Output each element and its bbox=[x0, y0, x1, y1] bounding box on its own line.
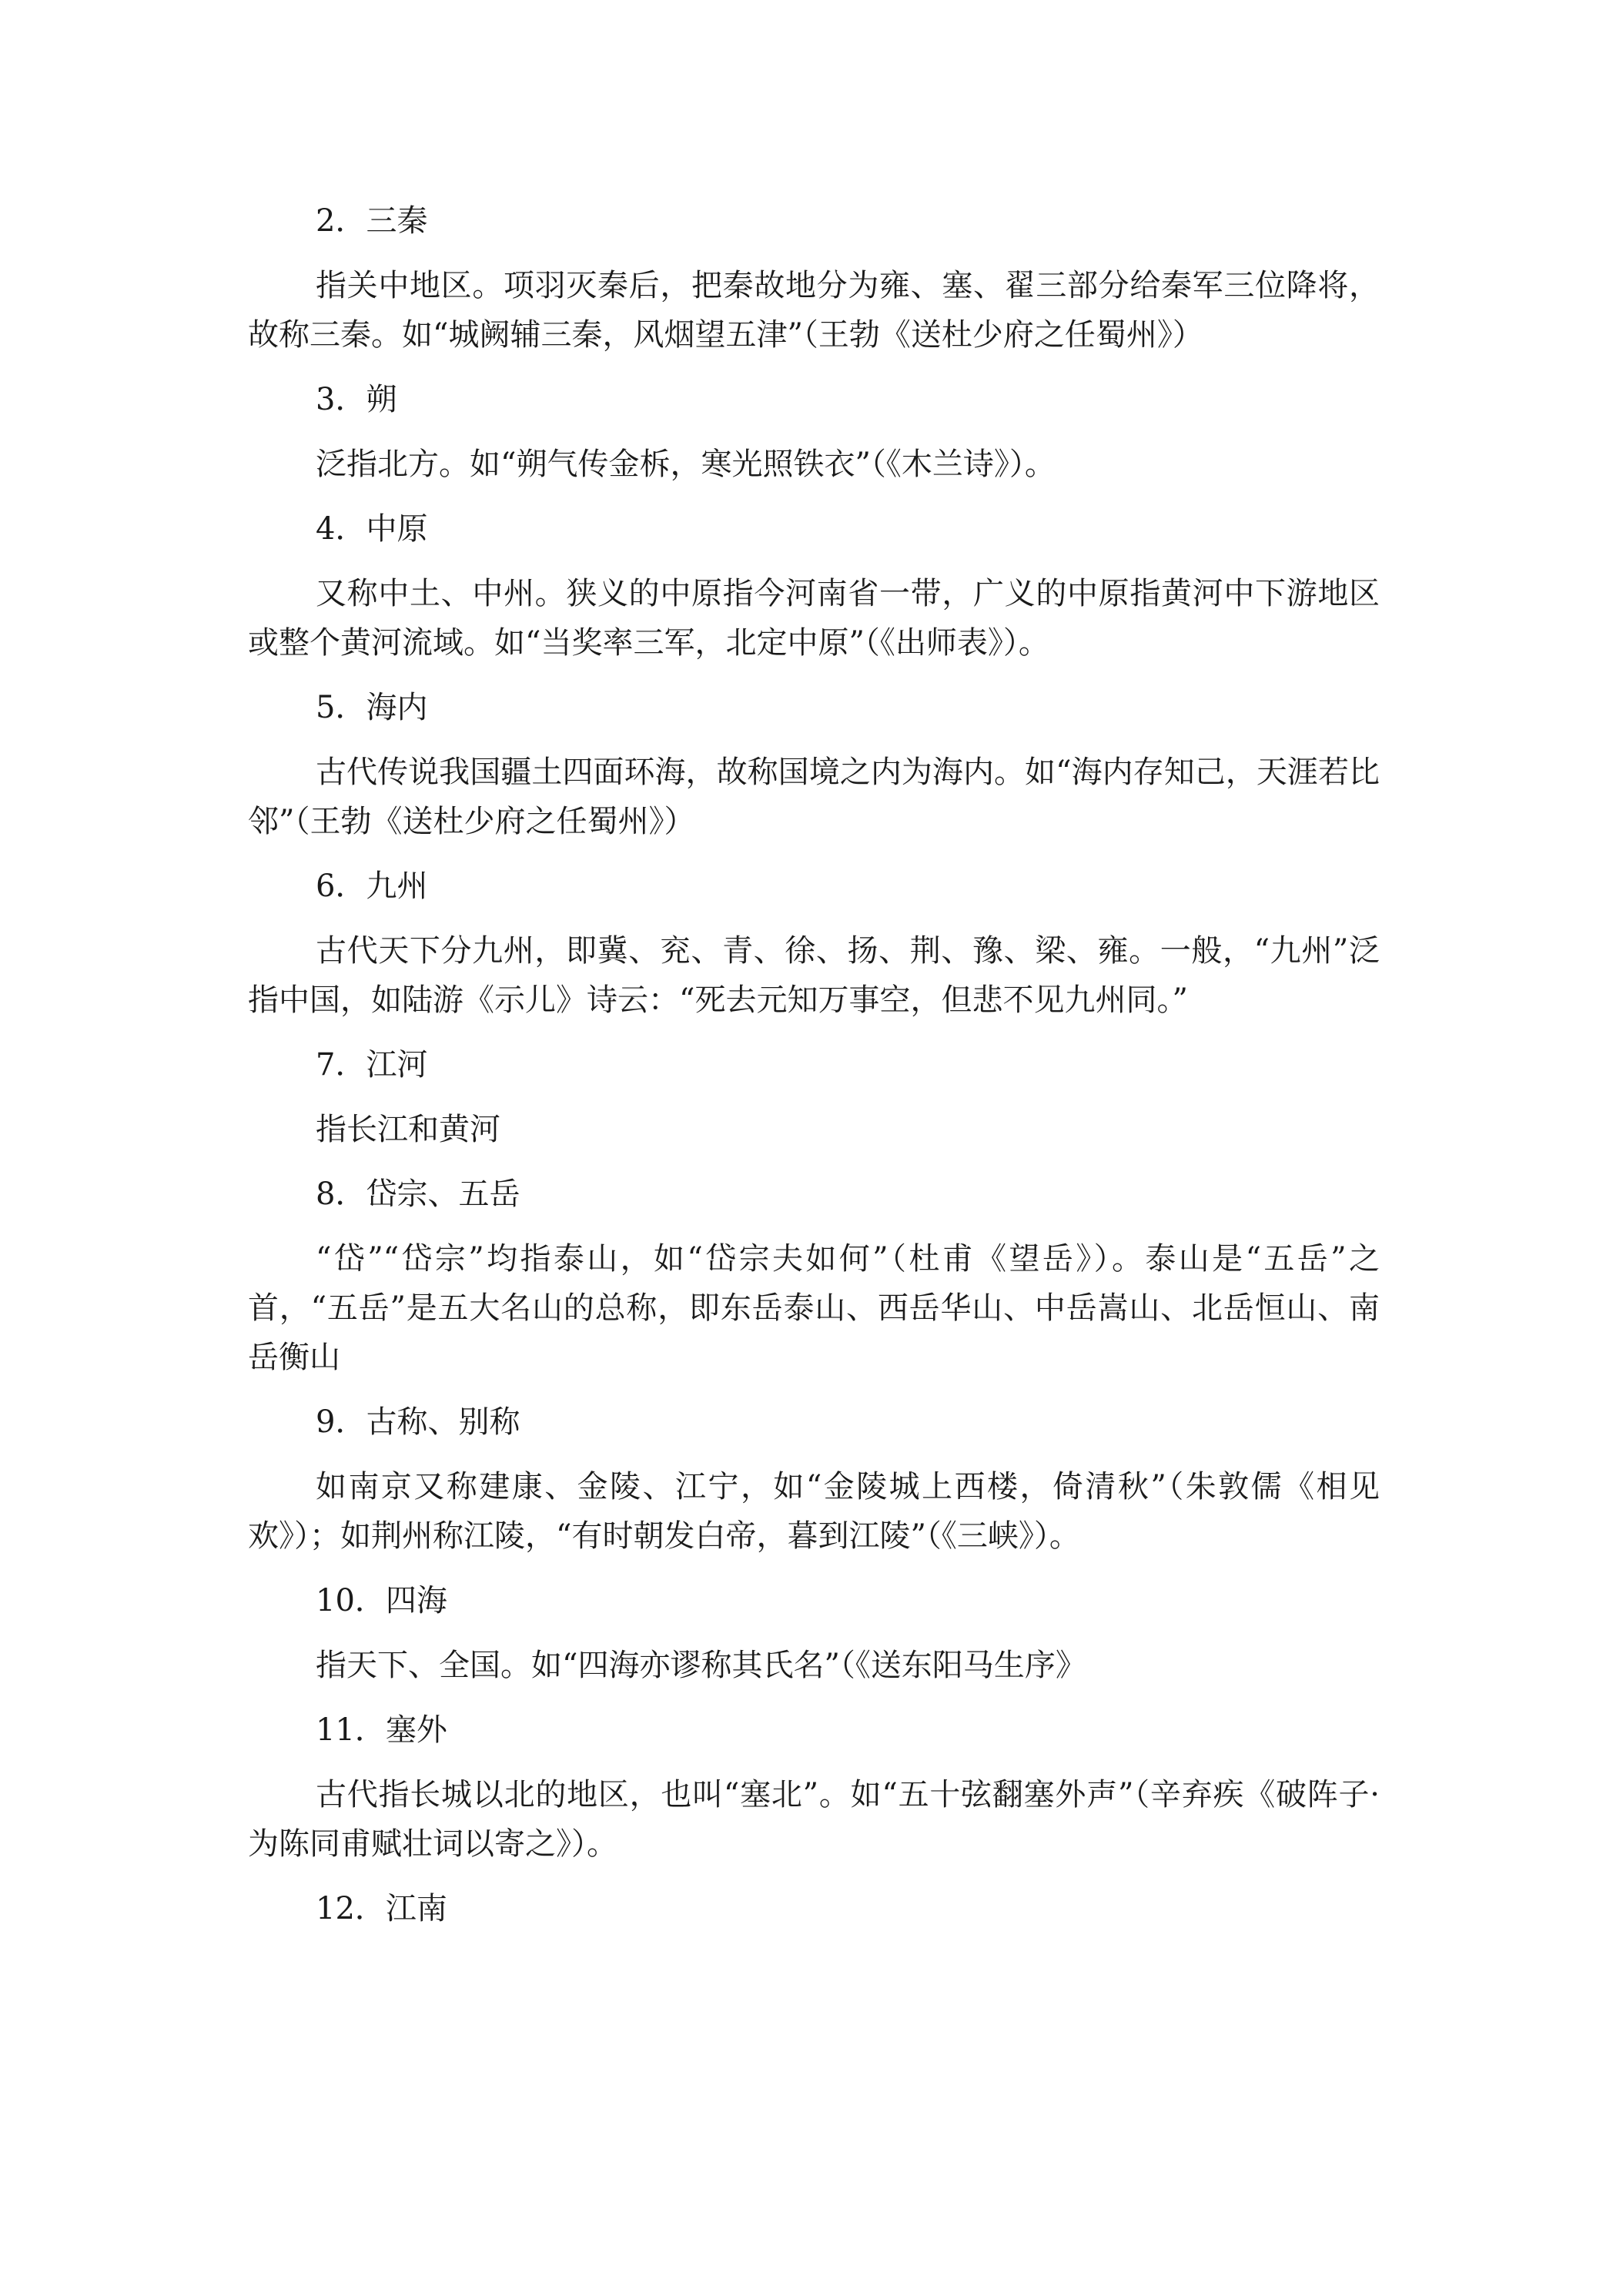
entry-text: 如南京又称建康、金陵、江宁，如“金陵城上西楼，倚清秋”（朱敦儒《相见欢》）；如荆州称江陵，“有时朝发白帝，暮到江陵”（《三峡》）。 bbox=[248, 1469, 1380, 1554]
entry-text: 古代指长城以北的地区，也叫“塞北”。如“五十弦翻塞外声”（辛弃疾《破阵子·为陈同甫赋壮词以寄之》）。 bbox=[248, 1777, 1380, 1862]
entry-text: 指长江和黄河 bbox=[316, 1112, 500, 1147]
entry-heading: 5．海内 bbox=[316, 690, 428, 725]
entry-text: 泛指北方。如“朔气传金柝，寒光照铁衣”（《木兰诗》）。 bbox=[316, 447, 1056, 482]
entry-text: 又称中土、中州。狭义的中原指今河南省一带，广义的中原指黄河中下游地区或整个黄河流域。如“当奖率三军，北定中原”（《出师表》）。 bbox=[248, 576, 1380, 661]
entry-heading: 2．三秦 bbox=[316, 203, 428, 239]
entry-text: “岱”“岱宗”均指泰山，如“岱宗夫如何”（杜甫《望岳》）。泰山是“五岳”之首，“五岳”是五大名山的总称，即东岳泰山、西岳华山、中岳嵩山、北岳恒山、南岳衡山 bbox=[248, 1241, 1380, 1375]
entry-heading: 10．四海 bbox=[316, 1583, 447, 1618]
entry-text: 指关中地区。项羽灭秦后，把秦故地分为雍、塞、翟三部分给秦军三位降将，故称三秦。如“城阙辅三秦，风烟望五津”（王勃《送杜少府之任蜀州》） bbox=[248, 268, 1380, 353]
entry-heading: 12．江南 bbox=[316, 1891, 447, 1926]
document-body bbox=[248, 196, 1380, 1949]
entry-heading: 11．塞外 bbox=[316, 1712, 447, 1748]
entry-text: 指天下、全国。如“四海亦谬称其氏名”（《送东阳马生序》 bbox=[316, 1648, 1086, 1683]
entry-heading: 3．朔 bbox=[316, 382, 397, 417]
entry-heading: 9．古称、别称 bbox=[316, 1404, 520, 1440]
entry-heading: 7．江河 bbox=[316, 1047, 428, 1083]
entry-text: 古代天下分九州，即冀、兖、青、徐、扬、荆、豫、梁、雍。一般，“九州”泛指中国，如陆游《示儿》诗云：“死去元知万事空，但悲不见九州同。” bbox=[248, 933, 1380, 1018]
entry-text: 古代传说我国疆土四面环海，故称国境之内为海内。如“海内存知己，天涯若比邻”（王勃《送杜少府之任蜀州》） bbox=[248, 755, 1380, 839]
entry-heading: 4．中原 bbox=[316, 511, 428, 547]
entry-heading: 6．九州 bbox=[316, 869, 428, 904]
entry-heading: 8．岱宗、五岳 bbox=[316, 1176, 520, 1212]
